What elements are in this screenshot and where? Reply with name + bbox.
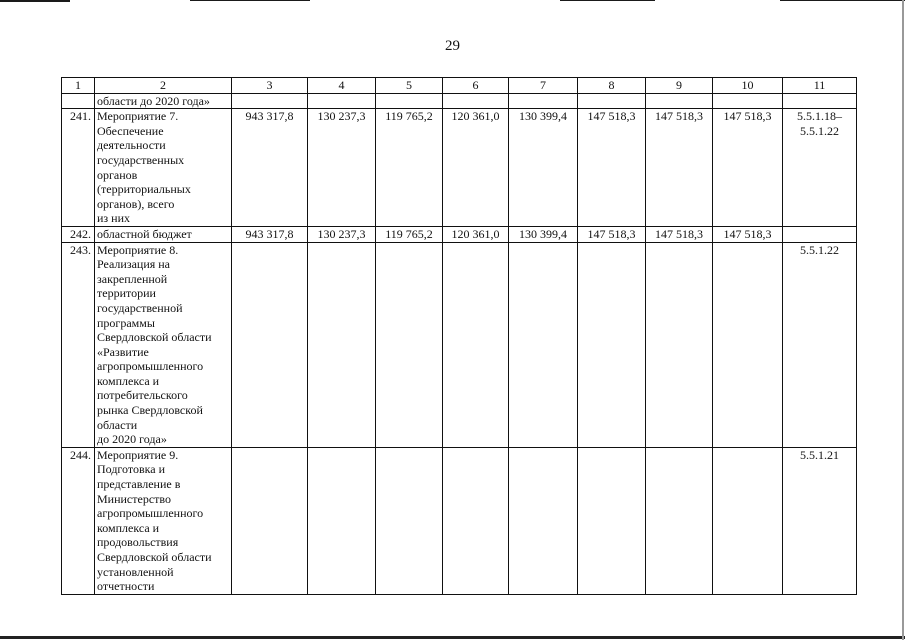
indicator-code: 5.5.1.18– 5.5.1.22 (783, 109, 857, 227)
value-cell: 120 361,0 (443, 109, 509, 227)
column-number: 7 (509, 78, 578, 94)
value-cell (376, 447, 443, 594)
value-cell (578, 93, 646, 109)
value-cell: 147 518,3 (646, 226, 713, 242)
value-cell (578, 447, 646, 594)
scan-edge-top-right (780, 0, 905, 1)
scan-edge-bottom (0, 636, 905, 639)
value-cell: 147 518,3 (578, 226, 646, 242)
scan-edge-top (190, 0, 310, 1)
indicator-code: 5.5.1.21 (783, 447, 857, 594)
value-cell (308, 242, 376, 447)
value-cell: 147 518,3 (578, 109, 646, 227)
value-cell (646, 93, 713, 109)
value-cell (443, 447, 509, 594)
program-table (61, 77, 857, 595)
row-number: 242. (62, 226, 95, 242)
column-number: 10 (713, 78, 783, 94)
indicator-code: 5.5.1.22 (783, 242, 857, 447)
row-number: 243. (62, 242, 95, 447)
column-number: 5 (376, 78, 443, 94)
value-cell (376, 93, 443, 109)
column-number: 3 (232, 78, 308, 94)
row-description: Мероприятие 7. Обеспечение деятельности государственных органов (территориальных органов), всего из них (95, 109, 232, 227)
column-number-header (62, 78, 857, 94)
column-number: 11 (783, 78, 857, 94)
row-number (62, 93, 95, 109)
row-number: 241. (62, 109, 95, 227)
column-number: 1 (62, 78, 95, 94)
value-cell (232, 93, 308, 109)
value-cell (308, 447, 376, 594)
column-number: 6 (443, 78, 509, 94)
value-cell: 119 765,2 (376, 109, 443, 227)
value-cell (646, 242, 713, 447)
column-number: 2 (95, 78, 232, 94)
value-cell (509, 93, 578, 109)
value-cell: 130 237,3 (308, 109, 376, 227)
value-cell (443, 242, 509, 447)
row-description: областной бюджет (95, 226, 232, 242)
scan-edge-top-left (0, 0, 70, 2)
table-row (62, 93, 857, 109)
row-number: 244. (62, 447, 95, 594)
table-row (62, 242, 857, 447)
indicator-code (783, 226, 857, 242)
table-row (62, 226, 857, 242)
row-description: Мероприятие 8. Реализация на закрепленной территории государственной программы Свердловской области «Развитие агропромышленного комплекса и потребительского рынка Свердловской области до 2020 года» (95, 242, 232, 447)
column-number: 4 (308, 78, 376, 94)
value-cell: 147 518,3 (646, 109, 713, 227)
value-cell (713, 242, 783, 447)
value-cell (578, 242, 646, 447)
value-cell: 130 237,3 (308, 226, 376, 242)
scan-edge-top (560, 0, 655, 1)
value-cell (509, 242, 578, 447)
value-cell (646, 447, 713, 594)
row-description: Мероприятие 9. Подготовка и представление в Министерство агропромышленного комплекса и продовольствия Свердловской области установленной отчетности (95, 447, 232, 594)
column-number: 9 (646, 78, 713, 94)
value-cell (376, 242, 443, 447)
value-cell (713, 93, 783, 109)
value-cell: 147 518,3 (713, 109, 783, 227)
table-row (62, 447, 857, 594)
value-cell: 130 399,4 (509, 226, 578, 242)
page-number: 29 (445, 38, 460, 54)
value-cell: 147 518,3 (713, 226, 783, 242)
value-cell (509, 447, 578, 594)
value-cell: 943 317,8 (232, 109, 308, 227)
scan-edge-right (902, 0, 904, 640)
indicator-code (783, 93, 857, 109)
value-cell: 119 765,2 (376, 226, 443, 242)
value-cell (443, 93, 509, 109)
value-cell (232, 447, 308, 594)
value-cell (308, 93, 376, 109)
value-cell: 130 399,4 (509, 109, 578, 227)
value-cell: 943 317,8 (232, 226, 308, 242)
value-cell (713, 447, 783, 594)
row-description: области до 2020 года» (95, 93, 232, 109)
value-cell: 120 361,0 (443, 226, 509, 242)
value-cell (232, 242, 308, 447)
table-row (62, 109, 857, 227)
column-number: 8 (578, 78, 646, 94)
